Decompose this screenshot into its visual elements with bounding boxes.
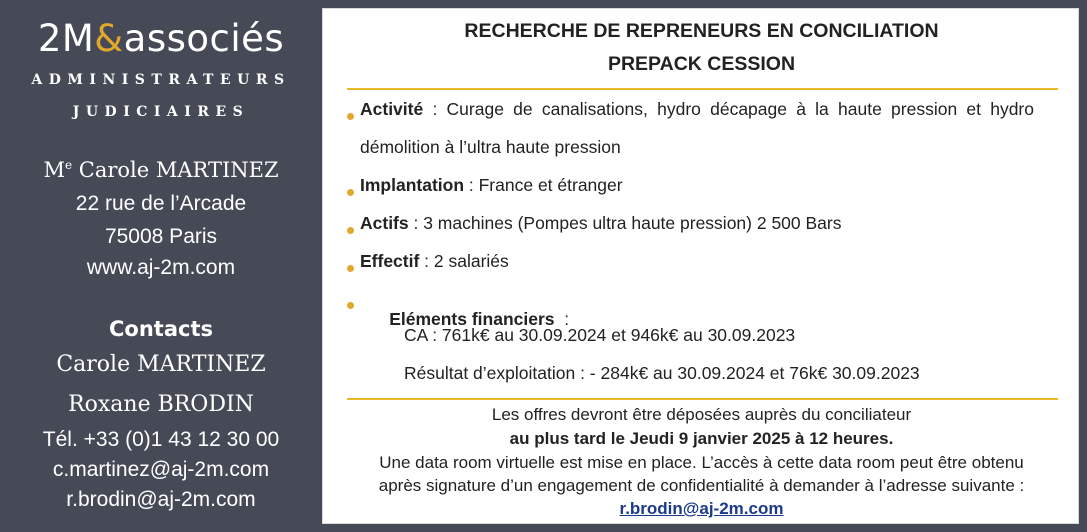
financial-ca: CA : 761k€ au 30.09.2024 et 946k€ au 30.09.2023 [404,325,796,345]
footer-line2 [323,429,1080,449]
item-label: Effectif [360,251,420,271]
address-city: 75008 Paris [104,225,218,248]
item-label: Actifs [360,213,409,233]
item-label: Activité [360,99,424,119]
item-text: : Curage de canalisations, hydro décapage à la haute pression et hydro [423,99,1034,119]
bullet-icon [347,302,354,309]
item-label: Implantation [360,175,465,195]
contact-person-1: Carole MARTINEZ [56,352,266,377]
notice-card [322,8,1079,524]
lawyer-name [0,158,322,182]
contact-person-2: Roxane BRODIN [68,392,254,417]
item-text: : France et étranger [464,175,623,195]
bullet-icon [347,113,354,120]
logo-part2: associés [123,17,285,60]
bullet-icon [347,265,354,272]
logo-ampersand: & [94,17,124,60]
footer-line1: Les offres devront être déposées auprès du conciliateur [491,405,912,424]
address-street: 22 rue de l’Arcade [75,192,247,215]
item-label: Eléments financiers [389,309,555,329]
bullet-icon [347,227,354,234]
item-actifs [360,213,842,234]
firm-subtitle-1: ADMINISTRATEURS [31,72,291,88]
footer-email-link[interactable]: r.brodin@aj-2m.com [619,499,784,518]
item-activite-cont: démolition à l’ultra haute pression [360,137,621,157]
footer-email-row [323,499,1080,519]
divider-bottom [347,398,1058,400]
footer-line4: après signature d’un engagement de confidentialité à demander à l’adresse suivante : [378,476,1025,495]
footer-line3: Une data room virtuelle est mise en place. L’accès à cette data room peut être obtenu [379,453,1024,472]
item-text: : [554,309,570,329]
item-text: : 2 salariés [419,251,509,271]
notice-title-line1: RECHERCHE DE REPRENEURS EN CONCILIATION [464,20,939,42]
contact-email-2[interactable]: r.brodin@aj-2m.com [66,488,256,511]
logo-part1: 2M [37,17,95,60]
contacts-title: Contacts [109,317,213,341]
firm-logo [0,16,322,62]
lawyer-prefix: M [43,158,65,182]
financial-resultat: Résultat d’exploitation : - 284k€ au 30.09.2024 et 76k€ 30.09.2023 [404,363,920,383]
deadline: au plus tard le Jeudi 9 janvier 2025 à 12 heures. [509,429,894,448]
item-text: : 3 machines (Pompes ultra haute pression) 2 500 Bars [408,213,842,233]
lawyer-prefix-sup: e [64,158,73,172]
bullet-icon [347,189,354,196]
divider-top [347,88,1058,90]
firm-subtitle-2: JUDICIAIRES [72,104,250,120]
firm-panel [0,0,322,532]
item-effectif [360,251,509,272]
notice-title-line2: PREPACK CESSION [607,53,796,75]
contact-phone[interactable]: Tél. +33 (0)1 43 12 30 00 [42,428,280,451]
contact-email-1[interactable]: c.martinez@aj-2m.com [52,458,270,481]
item-activite [360,99,1034,120]
item-implantation [360,175,623,196]
website-link[interactable]: www.aj-2m.com [86,256,236,279]
lawyer-fullname: Carole MARTINEZ [78,158,279,182]
